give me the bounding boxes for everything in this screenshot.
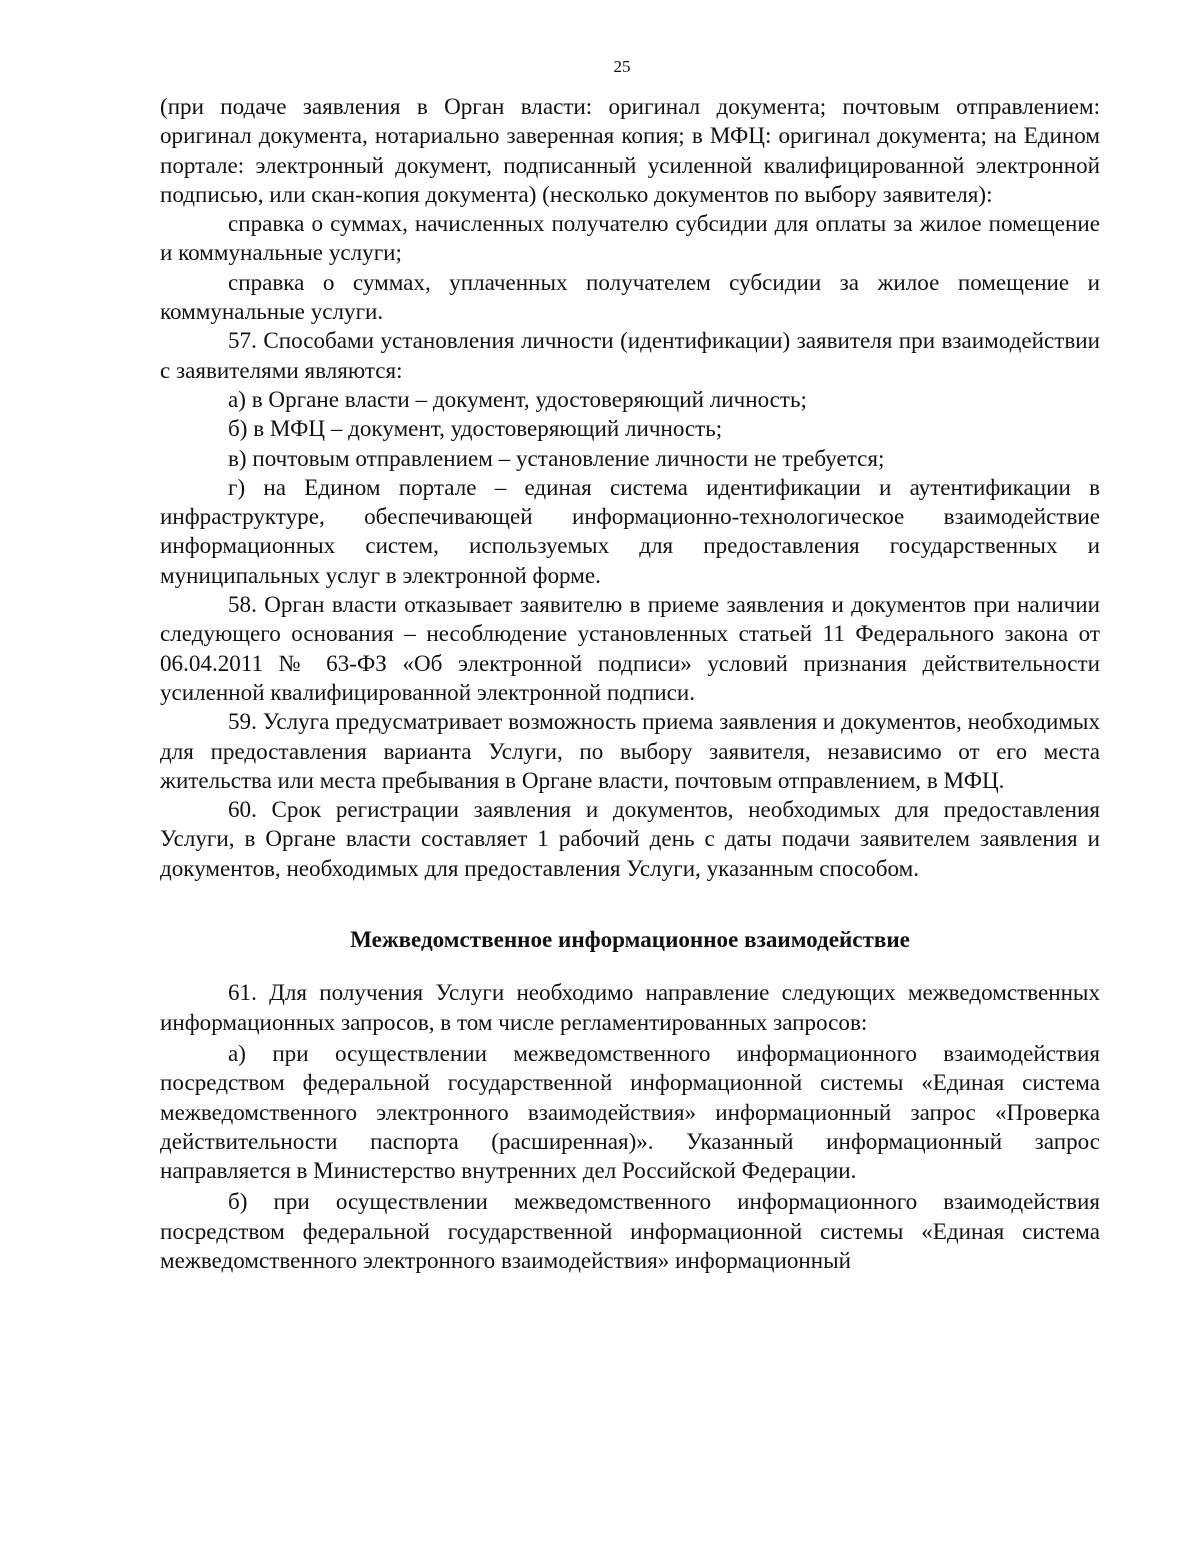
paragraph-certificate-accrued: справка о суммах, начисленных получателю субсидии для оплаты за жилое помещение и коммунальные услуги; <box>160 210 1100 266</box>
paragraph-submission-forms: (при подаче заявления в Орган власти: оригинал документа; почтовым отправлением: оригинал документа, нотариально заверенная копия; в МФЦ: оригинал документа; на Едином портале: электронный документ, подписанный усиленной квалифицированной электронной подписью, или скан-копия документа) (несколько документов по выбору заявителя): <box>160 93 1100 207</box>
paragraph-57: 57. Способами установления личности (идентификации) заявителя при взаимодействии с заявителями являются: <box>160 327 1100 383</box>
paragraph-57-g: г) на Едином портале – единая система идентификации и аутентификации в инфраструктуре, обеспечивающей информационно-технологическое взаимодействие информационных систем, используемых для предоставления государственных и муниципальных услуг в электронной форме. <box>160 473 1100 588</box>
paragraph-57-v: в) почтовым отправлением – установление личности не требуется; <box>228 444 885 471</box>
paragraph-59: 59. Услуга предусматривает возможность приема заявления и документов, необходимых для предоставления варианта Услуги, по выбору заявителя, независимо от его места жительства или места пребывания в Органе власти, почтовым отправлением, в МФЦ. <box>160 708 1100 793</box>
paragraph-60: 60. Срок регистрации заявления и документов, необходимых для предоставления Услуги, в Органе власти составляет 1 рабочий день с даты подачи заявителем заявления и документов, необходимых для предоставления Услуги, указанным способом. <box>160 796 1100 881</box>
section-heading: Межведомственное информационное взаимодействие <box>350 926 910 953</box>
document-body <box>160 92 1100 1275</box>
paragraph-58: 58. Орган власти отказывает заявителю в приеме заявления и документов при наличии следующего основания – несоблюдение установленных статьей 11 Федерального закона от 06.04.2011 № 63-ФЗ «Об электронной подписи» условий признания действительности усиленной квалифицированной электронной подписи. <box>160 591 1100 705</box>
paragraph-61: 61. Для получения Услуги необходимо направление следующих межведомственных информационных запросов, в том числе регламентированных запросов: <box>160 979 1100 1035</box>
paragraph-61-a: а) при осуществлении межведомственного информационного взаимодействия посредством федеральной государственной информационной системы «Единая система межведомственного электронного взаимодействия» информационный запрос «Проверка действительности паспорта (расширенная)». Указанный информационный запрос направляется в Министерство внутренних дел Российской Федерации. <box>160 1039 1100 1184</box>
paragraph-57-a: а) в Органе власти – документ, удостоверяющий личность; <box>228 385 807 412</box>
page-number: 25 <box>613 57 631 76</box>
paragraph-61-b: б) при осуществлении межведомственного информационного взаимодействия посредством федеральной государственной информационной системы «Единая система межведомственного электронного взаимодействия» информационный <box>160 1188 1100 1273</box>
paragraph-certificate-paid: справка о суммах, уплаченных получателем субсидии за жилое помещение и коммунальные услуги. <box>160 268 1100 325</box>
paragraph-57-b: б) в МФЦ – документ, удостоверяющий личность; <box>228 415 723 442</box>
